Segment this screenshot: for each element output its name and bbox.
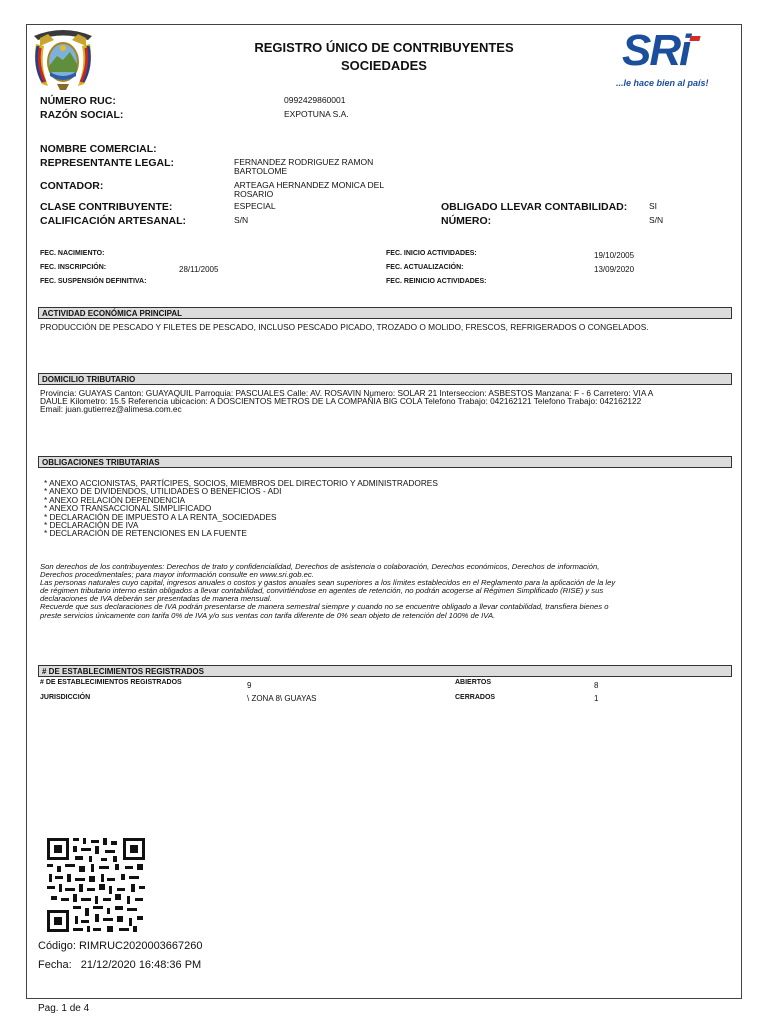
clase-contribuyente-value: ESPECIAL [234, 201, 276, 211]
fec-suspension-label: FEC. SUSPENSIÓN DEFINITIVA: [40, 278, 147, 285]
nombre-comercial-label: NOMBRE COMERCIAL: [40, 143, 157, 155]
fecha-label: Fecha: [38, 959, 72, 971]
obligacion-item: * DECLARACIÓN DE RETENCIONES EN LA FUENTE [44, 528, 247, 539]
calificacion-artesanal-value: S/N [234, 215, 249, 225]
ruc-value: 0992429860001 [284, 95, 346, 105]
rights-line: declaraciones de IVA deberán ser presentadas de manera mensual. [40, 594, 272, 604]
page-number: Pag. 1 de 4 [38, 1003, 90, 1014]
domicilio-section-header: DOMICILIO TRIBUTARIO [38, 373, 732, 385]
obligacion-item: * ANEXO TRANSACCIONAL SIMPLIFICADO [44, 503, 212, 514]
rights-line: Derechos procedimentales; para mayor información consulte en www.sri.gob.ec. [40, 570, 314, 580]
codigo-line [38, 940, 203, 952]
obligacion-item: * ANEXO RELACIÓN DEPENDENCIA [44, 494, 186, 505]
calificacion-artesanal-label: CALIFICACIÓN ARTESANAL: [40, 215, 187, 227]
representante-legal-value-1: FERNANDEZ RODRIGUEZ RAMON [234, 157, 374, 167]
rights-line: Las personas naturales cuyo capital, ingresos anuales o costos y gastos anuales sean superiores a los límites establecidos en el Reglamento para la aplicación de la ley [40, 578, 616, 588]
fec-inicio-actividades-value: 19/10/2005 [594, 251, 635, 260]
contador-label: CONTADOR: [40, 180, 104, 192]
domicilio-line-2: DAULE Kilometro: 15.5 Referencia ubicacion: A DOSCIENTOS METROS DE LA COMPAÑIA BIG COLA Telefono Trabajo: 042162121 Telefono Trabajo: 042162122 [40, 396, 642, 406]
rights-line: Son derechos de los contribuyentes: Derechos de trato y confidencialidad, Derechos de asistencia o colaboración, Derechos económicos, Derechos de información, [40, 562, 600, 571]
fec-inicio-actividades-label: FEC. INICIO ACTIVIDADES: [386, 250, 477, 257]
obligado-contabilidad-value: SI [649, 201, 658, 211]
contador-value-2: ROSARIO [234, 189, 274, 199]
razon-social-value: EXPOTUNA S.A. [284, 109, 349, 119]
razon-social-label: RAZÓN SOCIAL: [40, 109, 124, 121]
obligacion-item: * ANEXO DE DIVIDENDOS, UTILIDADES O BENEFICIOS - ADI [44, 486, 282, 497]
domicilio-line-1: Provincia: GUAYAS Canton: GUAYAQUIL Parroquia: PASCUALES Calle: AV. ROSAVIN Numero: SOLAR 21 Interseccion: ASBESTOS Manzana: F - 6 Carretero: VIA A [40, 388, 654, 398]
rights-line: Recuerde que sus declaraciones de IVA podrán presentarse de manera semestral siempre y cuando no se encuentre obligado a llevar contabilidad, transfiera bienes o [40, 602, 609, 612]
fec-inscripcion-label: FEC. INSCRIPCIÓN: [40, 264, 107, 271]
obligaciones-section-header: OBLIGACIONES TRIBUTARIAS [38, 456, 732, 468]
fecha-line [38, 959, 201, 971]
fec-inscripcion-value: 28/11/2005 [179, 265, 219, 274]
numero-value: S/N [649, 215, 664, 225]
ruc-label: NÚMERO RUC: [40, 95, 116, 107]
document-title: REGISTRO ÚNICO DE CONTRIBUYENTES [254, 40, 514, 55]
cerrados-label: CERRADOS [455, 694, 496, 701]
rights-paragraph [40, 563, 615, 620]
fec-reinicio-label: FEC. REINICIO ACTIVIDADES: [386, 278, 487, 285]
abiertos-value: 8 [594, 681, 599, 690]
obligacion-item: * DECLARACIÓN DE IMPUESTO A LA RENTA_SOCIEDADES [44, 511, 277, 522]
contador-value-1: ARTEAGA HERNANDEZ MONICA DEL [234, 180, 385, 190]
obligado-contabilidad-label: OBLIGADO LLEVAR CONTABILIDAD: [441, 201, 628, 213]
obligaciones-list [44, 479, 438, 538]
abiertos-label: ABIERTOS [455, 679, 492, 686]
fecha-value: 21/12/2020 16:48:36 PM [80, 959, 202, 971]
fec-actualizacion-value: 13/09/2020 [594, 265, 635, 274]
qr-code-icon [45, 836, 147, 934]
jurisdiccion-label: JURISDICCIÓN [40, 694, 91, 701]
codigo-value: RIMRUC2020003667260 [78, 940, 203, 952]
rights-line: preste servicios únicamente con tarifa 0% de IVA y/o sus ventas con tarifa diferente de 0% sean objeto de retención del 100% de IVA. [40, 610, 496, 620]
domicilio-email: Email: juan.gutierrez@alimesa.com.ec [40, 404, 182, 414]
actividad-section-header: ACTIVIDAD ECONÓMICA PRINCIPAL [38, 307, 732, 319]
fec-actualizacion-label: FEC. ACTUALIZACIÓN: [386, 264, 464, 271]
establecimientos-section-header: # DE ESTABLECIMIENTOS REGISTRADOS [38, 665, 732, 677]
obligacion-item: * ANEXO ACCIONISTAS, PARTÍCIPES, SOCIOS, MIEMBROS DEL DIRECTORIO Y ADMINISTRADORES [44, 478, 438, 488]
actividad-text: PRODUCCIÓN DE PESCADO Y FILETES DE PESCADO, INCLUSO PESCADO PICADO, TROZADO O MOLIDO, FRESCOS, REFRIGERADOS O CONGELADOS. [40, 322, 649, 332]
codigo-label: Código: [38, 940, 76, 952]
establecimientos-registrados-value: 9 [247, 681, 252, 690]
fec-nacimiento-label: FEC. NACIMIENTO: [40, 250, 105, 257]
establecimientos-registrados-label: # DE ESTABLECIMIENTOS REGISTRADOS [40, 679, 182, 686]
sri-logo-text: SRi [622, 26, 690, 75]
rights-line: de régimen tributario interno están obligados a llevar contabilidad, convirtiéndose en agentes de retención, no podrán acogerse al Régimen Simplificado (RISE) y sus [40, 586, 604, 596]
representante-legal-label: REPRESENTANTE LEGAL: [40, 157, 174, 169]
clase-contribuyente-label: CLASE CONTRIBUYENTE: [40, 201, 173, 213]
sri-logo-tagline: ...le hace bien al país! [616, 78, 709, 88]
numero-label: NÚMERO: [441, 215, 492, 227]
jurisdiccion-value: \ ZONA 8\ GUAYAS [247, 694, 317, 703]
document-subtitle: SOCIEDADES [341, 58, 427, 73]
logo-accent-mark [689, 36, 700, 41]
representante-legal-value-2: BARTOLOME [234, 166, 288, 176]
obligacion-item: * DECLARACIÓN DE IVA [44, 520, 139, 531]
sri-logo [622, 28, 718, 78]
cerrados-value: 1 [594, 694, 599, 703]
